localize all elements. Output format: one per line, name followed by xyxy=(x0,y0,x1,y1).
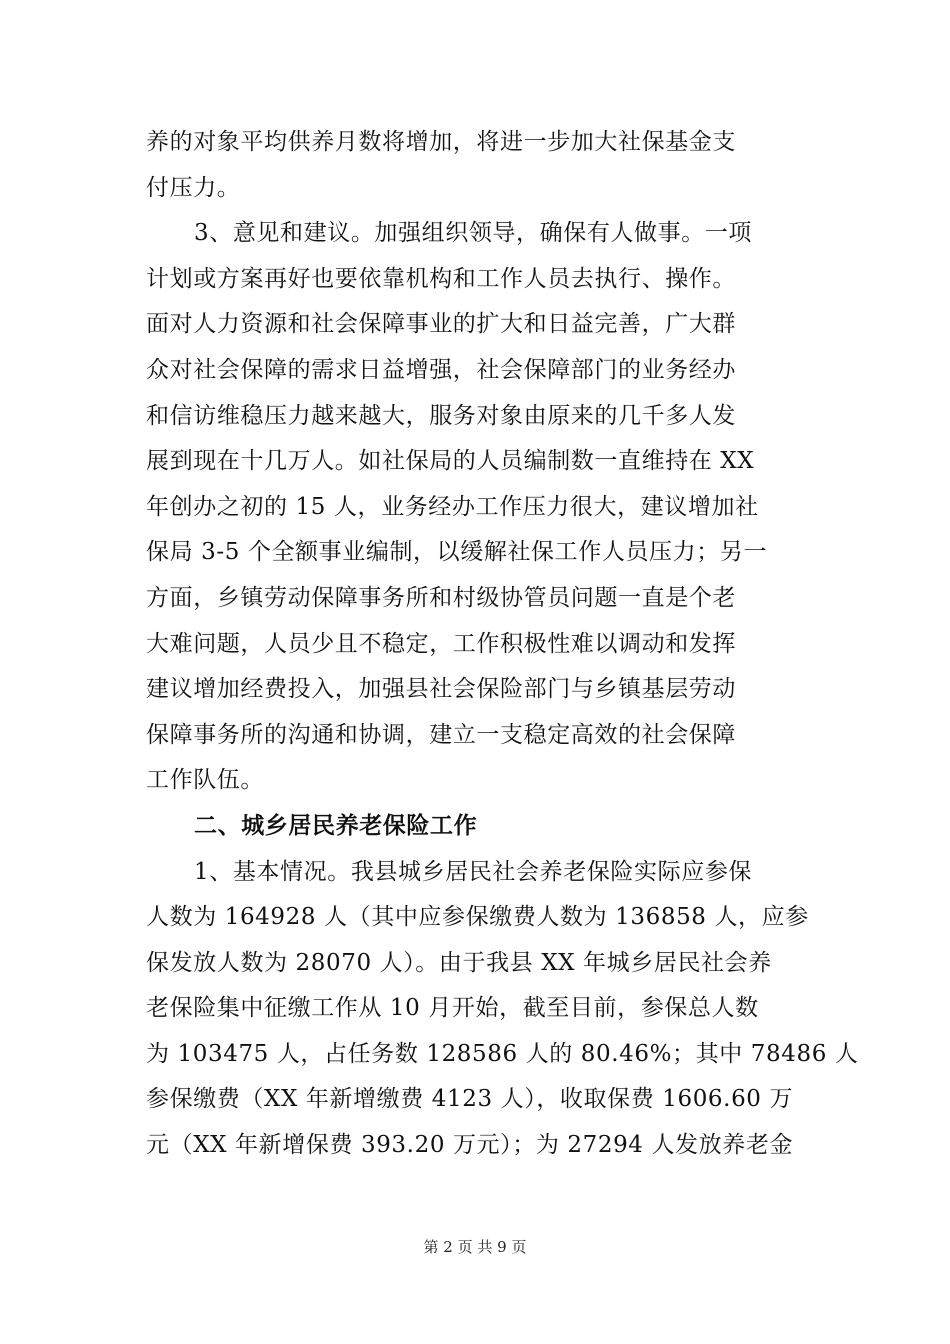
document-body xyxy=(146,120,859,1169)
text-line: 面对人力资源和社会保障事业的扩大和日益完善，广大群 xyxy=(146,311,736,338)
text-line: 保障事务所的沟通和协调，建立一支稳定高效的社会保障 xyxy=(146,721,736,748)
text-line: 参保缴费（XX 年新增缴费 4123 人），收取保费 1606.60 万 xyxy=(146,1086,794,1113)
text-line: 众对社会保障的需求日益增强，社会保障部门的业务经办 xyxy=(146,356,736,383)
paragraph-start-line: 3、意见和建议。加强组织领导，确保有人做事。一项 xyxy=(194,220,753,247)
text-line: 付压力。 xyxy=(146,174,241,201)
text-line: 工作队伍。 xyxy=(146,767,264,794)
text-line: 老保险集中征缴工作从 10 月开始，截至目前，参保总人数 xyxy=(146,995,759,1022)
page-number-footer: 第 2 页 共 9 页 xyxy=(423,1238,527,1256)
text-line: 和信访维稳压力越来越大，服务对象由原来的几千多人发 xyxy=(146,402,736,429)
text-line: 年创办之初的 15 人，业务经办工作压力很大，建议增加社 xyxy=(146,493,759,520)
text-line: 保局 3-5 个全额事业编制，以缓解社保工作人员压力；另一 xyxy=(146,539,768,566)
text-line: 大难问题，人员少且不稳定，工作积极性难以调动和发挥 xyxy=(146,630,736,657)
text-line: 元（XX 年新增保费 393.20 万元）；为 27294 人发放养老金 xyxy=(146,1132,794,1159)
text-line: 保发放人数为 28070 人）。由于我县 XX 年城乡居民社会养 xyxy=(146,949,772,976)
paragraph-start-line: 1、基本情况。我县城乡居民社会养老保险实际应参保 xyxy=(194,858,753,885)
text-line: 建议增加经费投入，加强县社会保险部门与乡镇基层劳动 xyxy=(146,676,736,703)
section-heading: 二、城乡居民养老保险工作 xyxy=(194,812,478,839)
text-line: 计划或方案再好也要依靠机构和工作人员去执行、操作。 xyxy=(146,265,736,292)
text-line: 人数为 164928 人（其中应参保缴费人数为 136858 人，应参 xyxy=(146,904,809,931)
text-line: 方面，乡镇劳动保障事务所和村级协管员问题一直是个老 xyxy=(146,584,736,611)
text-line: 养的对象平均供养月数将增加，将进一步加大社保基金支 xyxy=(146,129,736,155)
text-line: 为 103475 人，占任务数 128586 人的 80.46%；其中 78486 人 xyxy=(146,1040,859,1067)
text-line: 展到现在十几万人。如社保局的人员编制数一直维持在 XX xyxy=(146,448,755,475)
